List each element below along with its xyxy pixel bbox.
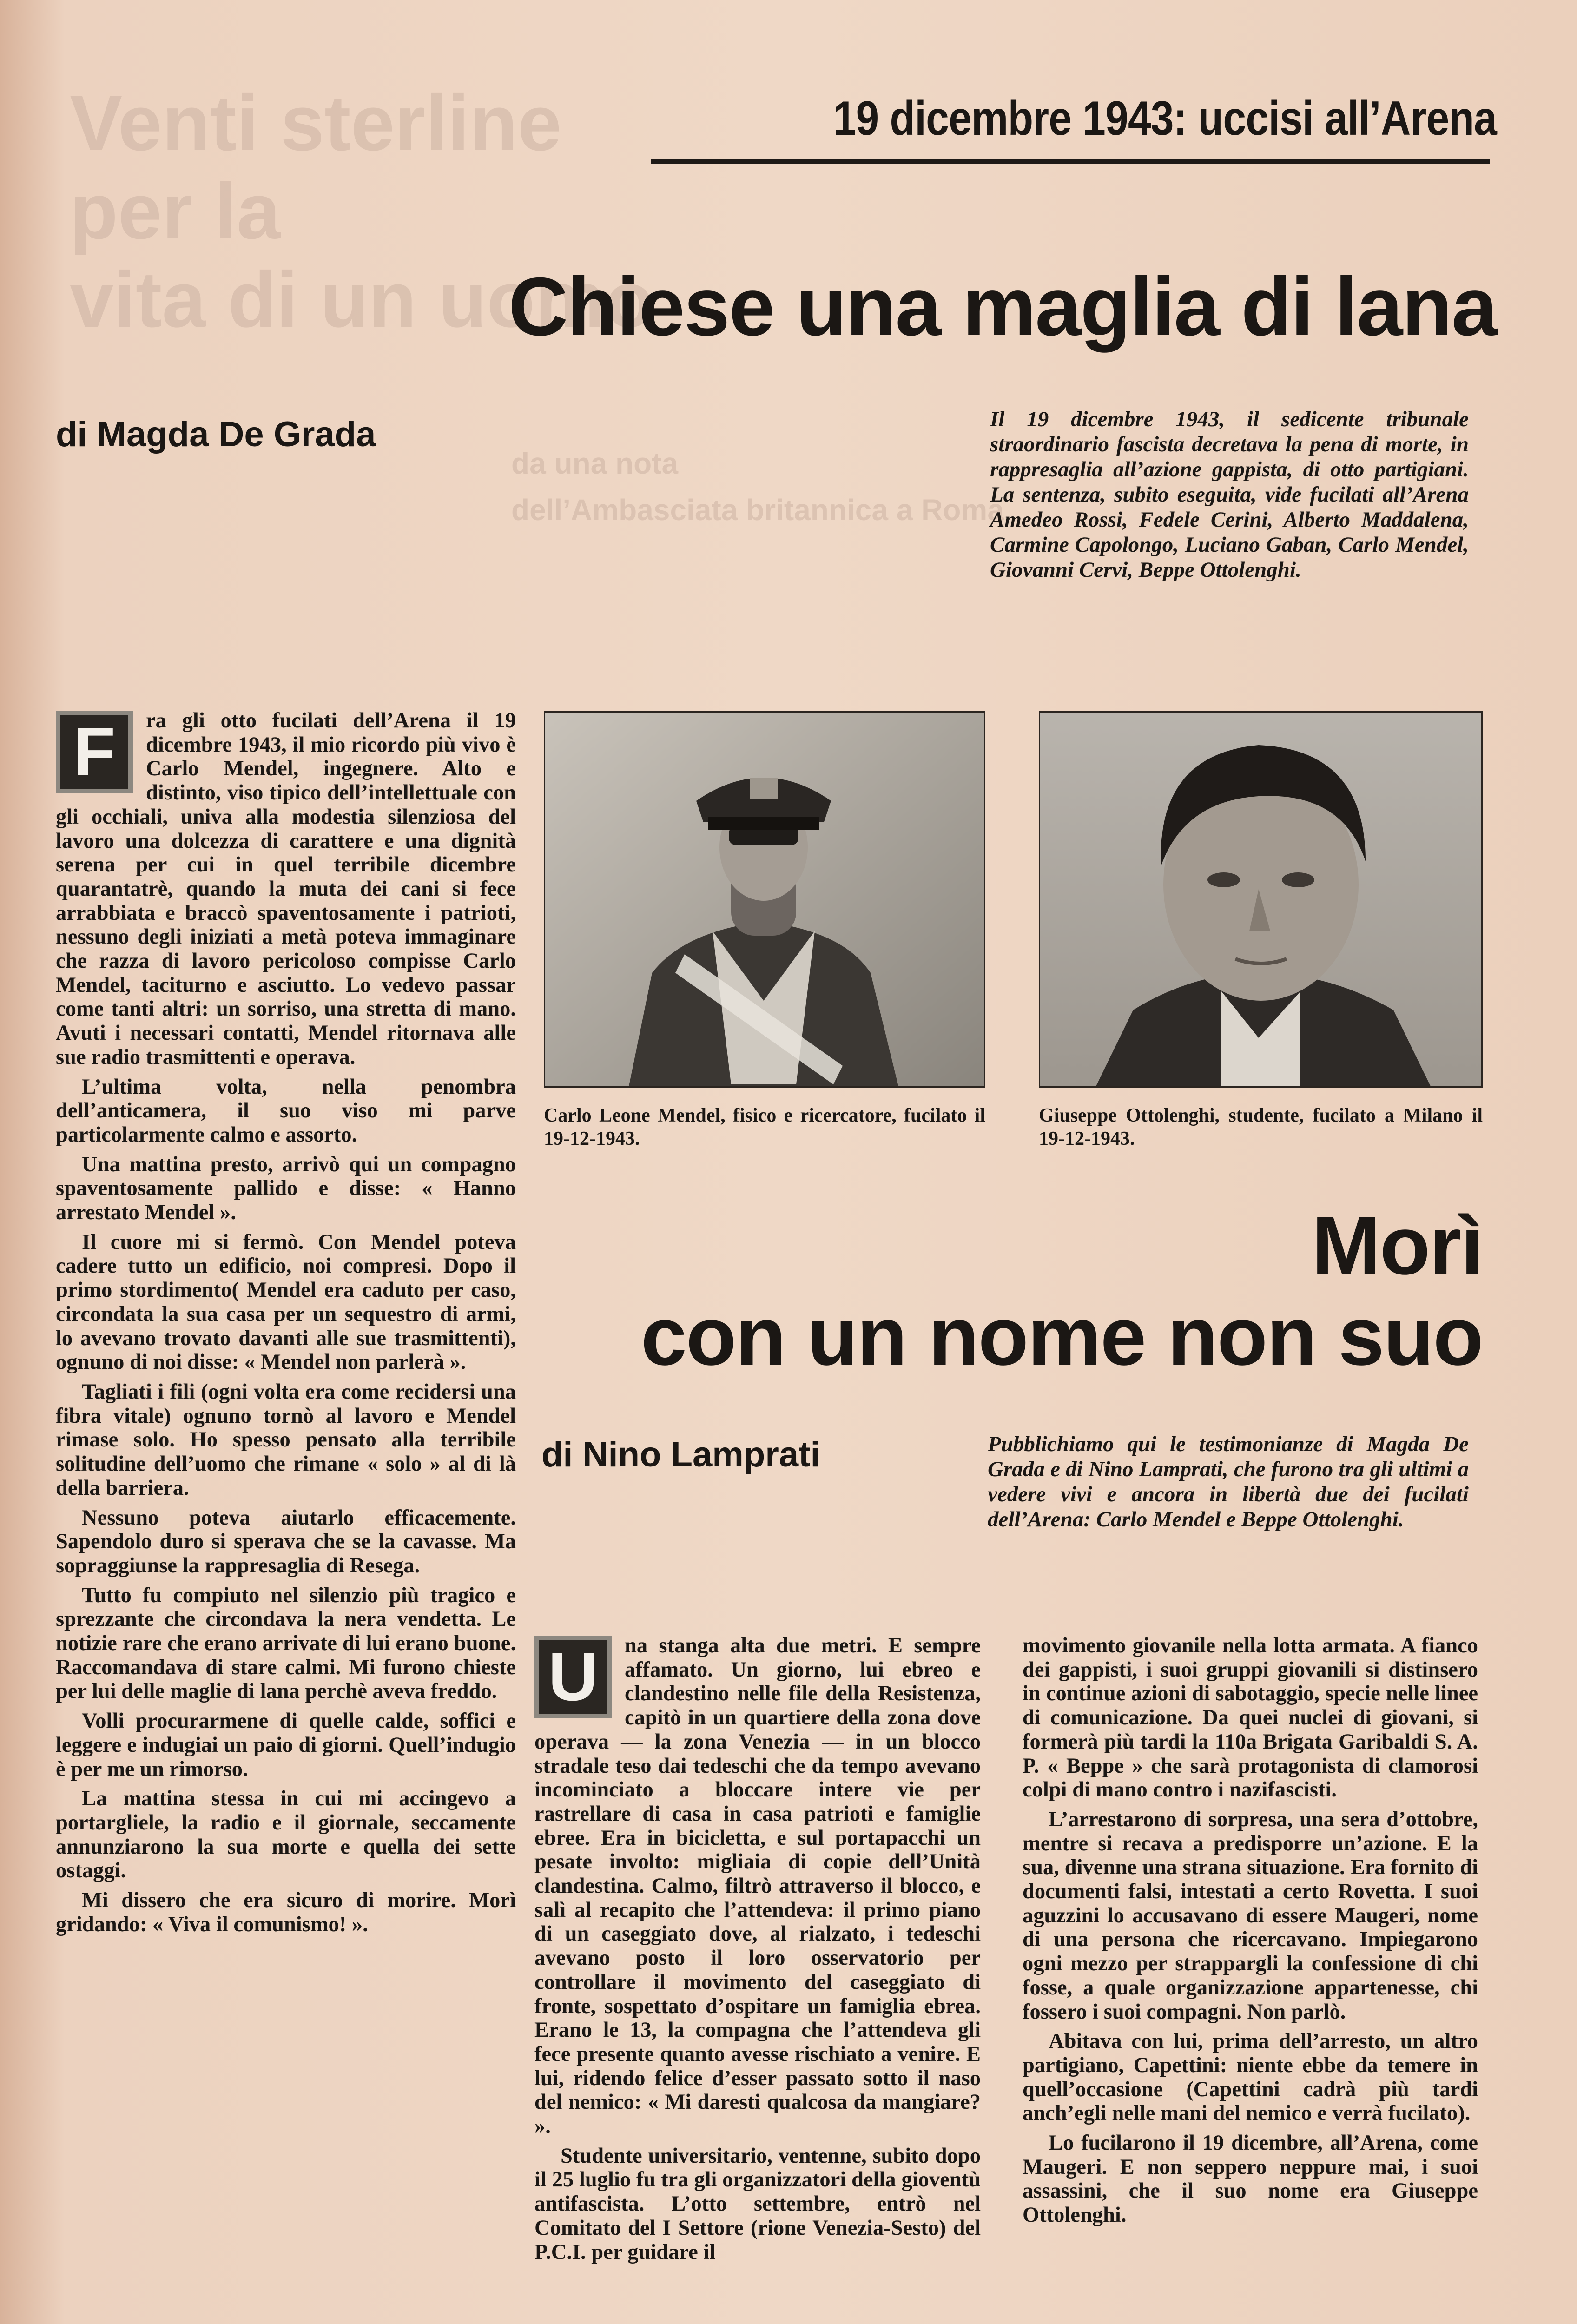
photo-carlo-mendel — [544, 711, 985, 1088]
article2-body-column2 — [1023, 1634, 1478, 2233]
article2-paragraph: Studente universitario, ventenne, subito dopo il 25 luglio fu tra gli organizzatori della gioventù antifascista. L’otto settembre, entrò nel Comitato del I Settore (rione Venezia-Sesto) del P.C.I. per guidare il — [534, 2144, 981, 2264]
article1-paragraph: Una mattina presto, arrivò qui un compagno spaventosamente pallido e disse: « Hanno arrestato Mendel ». — [56, 1152, 516, 1225]
article2-headline-line1: Morì — [1312, 1199, 1483, 1292]
article1-paragraph: La mattina stessa in cui mi accingevo a portargliele, la radio e il giornale, seccamente annunziarono la sua morte e quella dei sette ostaggi. — [56, 1787, 516, 1883]
article1-headline: Chiese una maglia di lana — [508, 260, 1497, 353]
article1-paragraph: Nessuno poteva aiutarlo efficacemente. Sapendolo duro si sperava che se la cavasse. Ma sopraggiunse la rappresaglia di Resega. — [56, 1505, 516, 1578]
portrait-young-man-image — [1040, 713, 1481, 1086]
article1-byline: di Magda De Grada — [56, 415, 376, 454]
article1-body — [56, 709, 516, 1942]
article1-paragraph: Mi dissero che era sicuro di morire. Morì gridando: « Viva il comunismo! ». — [56, 1888, 516, 1936]
article1-paragraph: ra gli otto fucilati dell’Arena il 19 dicembre 1943, il mio ricordo più vivo è Carlo Mendel, ingegnere. Alto e distinto, viso tipico dell’intellettuale con gli occhiali, univa alla modestia silenziosa del lavoro una dolcezza di carattere e una dignità serena per cui in quel terribile dicembre quarantatrè, quando la muta dei cani si fece arrabbiata e braccò spaventosamente i patrioti, nessuno degli iniziati a metà poteva immaginare che razza di lavoro pericoloso compisse Carlo Mendel, taciturno e asciutto. Lo vedevo passar come tanti altri: un sorriso, una stretta di mano. Avuti i necessari contatti, Mendel ritornava alle sue radio trasmittenti e operava. — [56, 709, 516, 1069]
article2-paragraph: Abitava con lui, prima dell’arresto, un altro partigiano, Capettini: niente ebbe da temere in quell’occasione (Capettini cadrà più tardi anch’egli nelle mani del nemico e verrà fucilato). — [1023, 2029, 1478, 2126]
article2-paragraph: L’arrestarono di sorpresa, una sera d’ottobre, mentre si recava a predisporre un’azione. E la sua, divenne una strana situazione. Era fornito di documenti falsi, intestati a certo Rovetta. I suoi aguzzini lo accusavano di essere Maugeri, nome di una persona che ricercavano. Impiegarono ogni mezzo per strappargli la confessione di chi fosse, a quale organizzazione appartenesse, chi fossero i suoi compagni. Non parlò. — [1023, 1807, 1478, 2024]
article2-byline: di Nino Lamprati — [541, 1435, 820, 1474]
article1-paragraph: Tagliati i fili (ogni volta era come recidersi una fibra vitale) ognuno tornò al lavoro e Mendel rimase solo. Ho spesso pensato alla terribile solitudine dell’uomo che rimane « solo » al di là della barriera. — [56, 1380, 516, 1500]
article1-intro: Il 19 dicembre 1943, il sedicente tribunale straordinario fascista decretava la pena di morte, in rappresaglia all’azione gappista, di otto partigiani. La sentenza, subito eseguita, vide fucilati all’Arena Amedeo Rossi, Fedele Cerini, Alberto Maddalena, Carmine Capolongo, Luciano Gaban, Carlo Mendel, Giovanni Cervi, Beppe Ottolenghi. — [990, 407, 1469, 582]
article1-paragraph: L’ultima volta, nella penombra dell’anticamera, il suo viso mi parve particolarmente calmo e assorto. — [56, 1075, 516, 1147]
article2-paragraph: na stanga alta due metri. E sempre affamato. Un giorno, lui ebreo e clandestino nelle file della Resistenza, capitò in un quartiere della zona dove operava — la zona Venezia — in un blocco stradale teso dai tedeschi che da tempo avevano incominciato a bloccare intere vie per rastrellare di casa in casa patrioti e famiglie ebree. Era in bicicletta, e sul portapacchi un pesate involto: migliaia di copie dell’Unità clandestina. Calmo, filtrò attraverso il blocco, e salì al recapito che l’attendeva: il primo piano di un caseggiato dove, al rialzato, i tedeschi avevano posto il loro osservatorio per controllare il movimento del caseggiato di fronte, sospettato d’ospitare un famiglia ebrea. Erano le 13, la compagna che l’attendeva gli fece presente quanto avesse rischiato a venire. E lui, ridendo felice d’esser passato sotto il naso del nemico: « Mi daresti qualcosa da mangiare? ». — [534, 1634, 981, 2139]
article2-paragraph: movimento giovanile nella lotta armata. A fianco dei gappisti, i suoi gruppi giovanili si distinsero in continue azioni di sabotaggio, specie nelle linee di comunicazione. Da quei nuclei di giovani, si formerà più tardi la 110a Brigata Garibaldi S. A. P. « Beppe » che sarà protagonista di clamorosi colpi di mano contro i nazifascisti. — [1023, 1634, 1478, 1802]
article1-paragraph: Tutto fu compiuto nel silenzio più tragico e sprezzante che circondava la nera vendetta. Le notizie rare che erano arrivate di lui erano buone. Raccomandava di stare calmi. Mi furono chieste per lui delle maglie di lana perchè aveva freddo. — [56, 1583, 516, 1703]
photo-caption-ottolenghi: Giuseppe Ottolenghi, studente, fucilato a Milano il 19-12-1943. — [1039, 1105, 1483, 1149]
photo-caption-mendel: Carlo Leone Mendel, fisico e ricercatore, fucilato il 19-12-1943. — [544, 1105, 985, 1149]
article2-headline-line2: con un nome non suo — [640, 1290, 1483, 1382]
article2-paragraph: Lo fucilarono il 19 dicembre, all’Arena, come Maugeri. E non seppero neppure mai, i suoi assassini, che il suo nome era Giuseppe Ottolenghi. — [1023, 2131, 1478, 2227]
article2-body-column1 — [534, 1634, 981, 2270]
article1-paragraph: Volli procurarmene di quelle calde, soffici e leggere e indugiai un paio di giorni. Quell’indugio è per me un rimorso. — [56, 1709, 516, 1781]
portrait-officer-image — [545, 713, 984, 1086]
photo-giuseppe-ottolenghi — [1039, 711, 1483, 1088]
article2-intro: Pubblichiamo qui le testimonianze di Magda De Grada e di Nino Lamprati, che furono tra gli ultimi a vedere vivi e ancora in libertà due dei fucilati dell’Arena: Carlo Mendel e Beppe Ottolenghi. — [988, 1432, 1469, 1532]
section-kicker: 19 dicembre 1943: uccisi all’Arena — [833, 92, 1497, 145]
article1-drop-cap: F — [56, 711, 133, 793]
kicker-rule — [651, 159, 1490, 164]
article1-paragraph: Il cuore mi si fermò. Con Mendel poteva cadere tutto un edificio, noi compresi. Dopo il primo stordimento( Mendel era caduto per caso, circondata la sua casa per un sequestro di armi, lo avevano trovato davanti alle sue trasmittenti), ognuno di noi disse: « Mendel non parlerà ». — [56, 1230, 516, 1374]
article2-drop-cap: U — [534, 1636, 612, 1718]
